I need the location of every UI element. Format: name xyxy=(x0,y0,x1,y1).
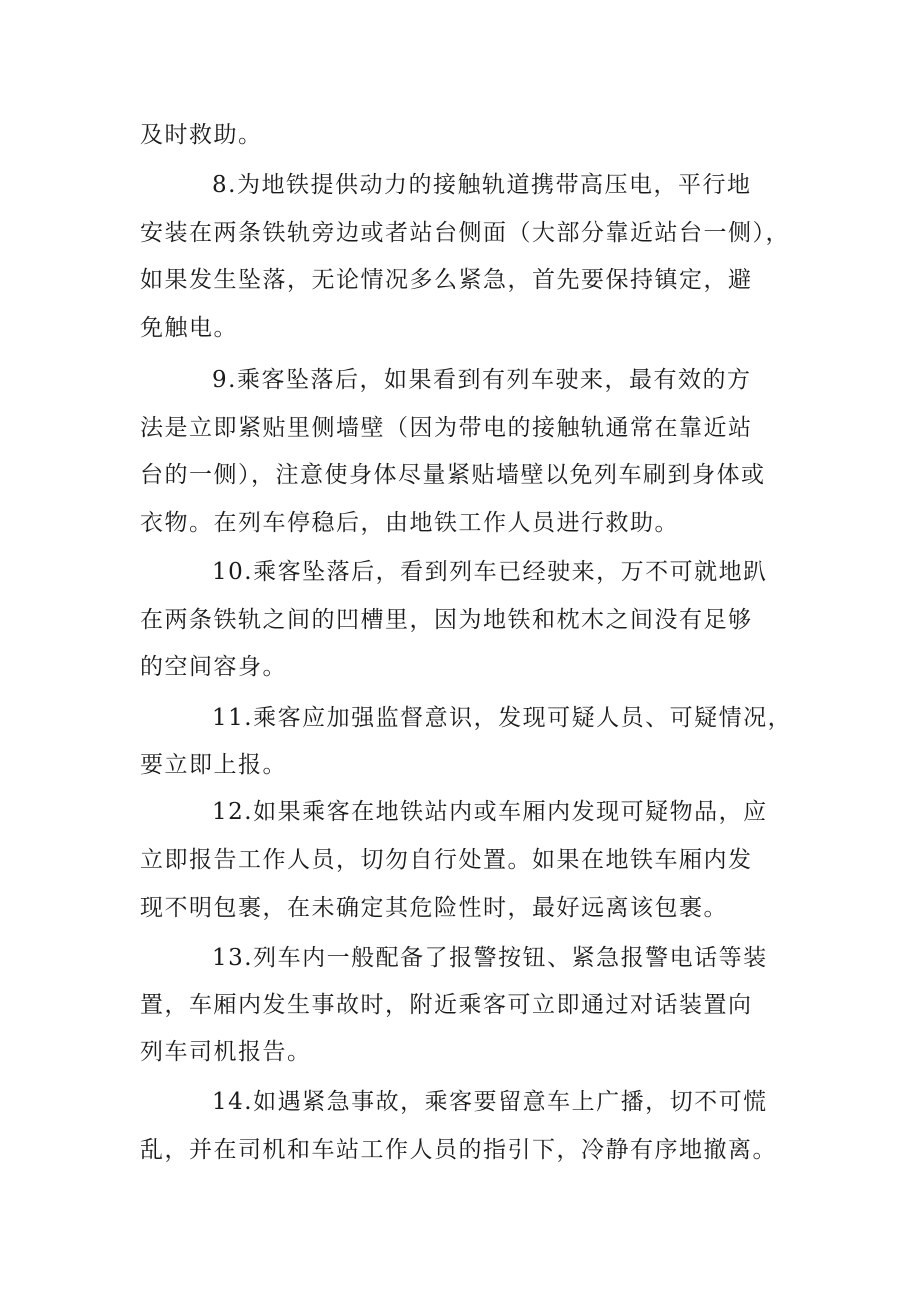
text-line: 台的一侧），注意使身体尽量紧贴墙壁以免列车刷到身体或 xyxy=(140,462,766,488)
text-line: 现不明包裹，在未确定其危险性时，最好远离该包裹。 xyxy=(140,895,728,921)
text-line: 乱，并在司机和车站工作人员的指引下，冷静有序地撤离。 xyxy=(140,1137,777,1163)
text-line: 11.乘客应加强监督意识，发现可疑人员、可疑情况， xyxy=(212,705,793,731)
text-line: 安装在两条铁轨旁边或者站台侧面（大部分靠近站台一侧）， xyxy=(140,220,790,246)
text-line: 列车司机报告。 xyxy=(140,1039,312,1065)
text-line: 8.为地铁提供动力的接触轨道携带高压电，平行地 xyxy=(212,172,752,198)
text-line: 的空间容身。 xyxy=(140,654,287,680)
text-line: 12.如果乘客在地铁站内或车厢内发现可疑物品，应 xyxy=(212,799,768,825)
text-line: 在两条铁轨之间的凹槽里，因为地铁和枕木之间没有足够 xyxy=(140,607,753,633)
text-line: 法是立即紧贴里侧墙壁（因为带电的接触轨通常在靠近站 xyxy=(140,415,753,441)
text-line: 13.列车内一般配备了报警按钮、紧急报警电话等装 xyxy=(212,945,768,971)
text-line: 要立即上报。 xyxy=(140,752,287,778)
text-line: 及时救助。 xyxy=(140,122,263,148)
text-line: 衣物。在列车停稳后，由地铁工作人员进行救助。 xyxy=(140,510,679,536)
text-line: 免触电。 xyxy=(140,315,238,341)
text-line: 9.乘客坠落后，如果看到有列车驶来，最有效的方 xyxy=(212,367,752,393)
text-line: 如果发生坠落，无论情况多么紧急，首先要保持镇定，避 xyxy=(140,267,753,293)
text-line: 14.如遇紧急事故，乘客要留意车上广播，切不可慌 xyxy=(212,1089,768,1115)
text-line: 立即报告工作人员，切勿自行处置。如果在地铁车厢内发 xyxy=(140,847,753,873)
text-line: 10.乘客坠落后，看到列车已经驶来，万不可就地趴 xyxy=(212,559,768,585)
text-line: 置，车厢内发生事故时，附近乘客可立即通过对话装置向 xyxy=(140,992,753,1018)
